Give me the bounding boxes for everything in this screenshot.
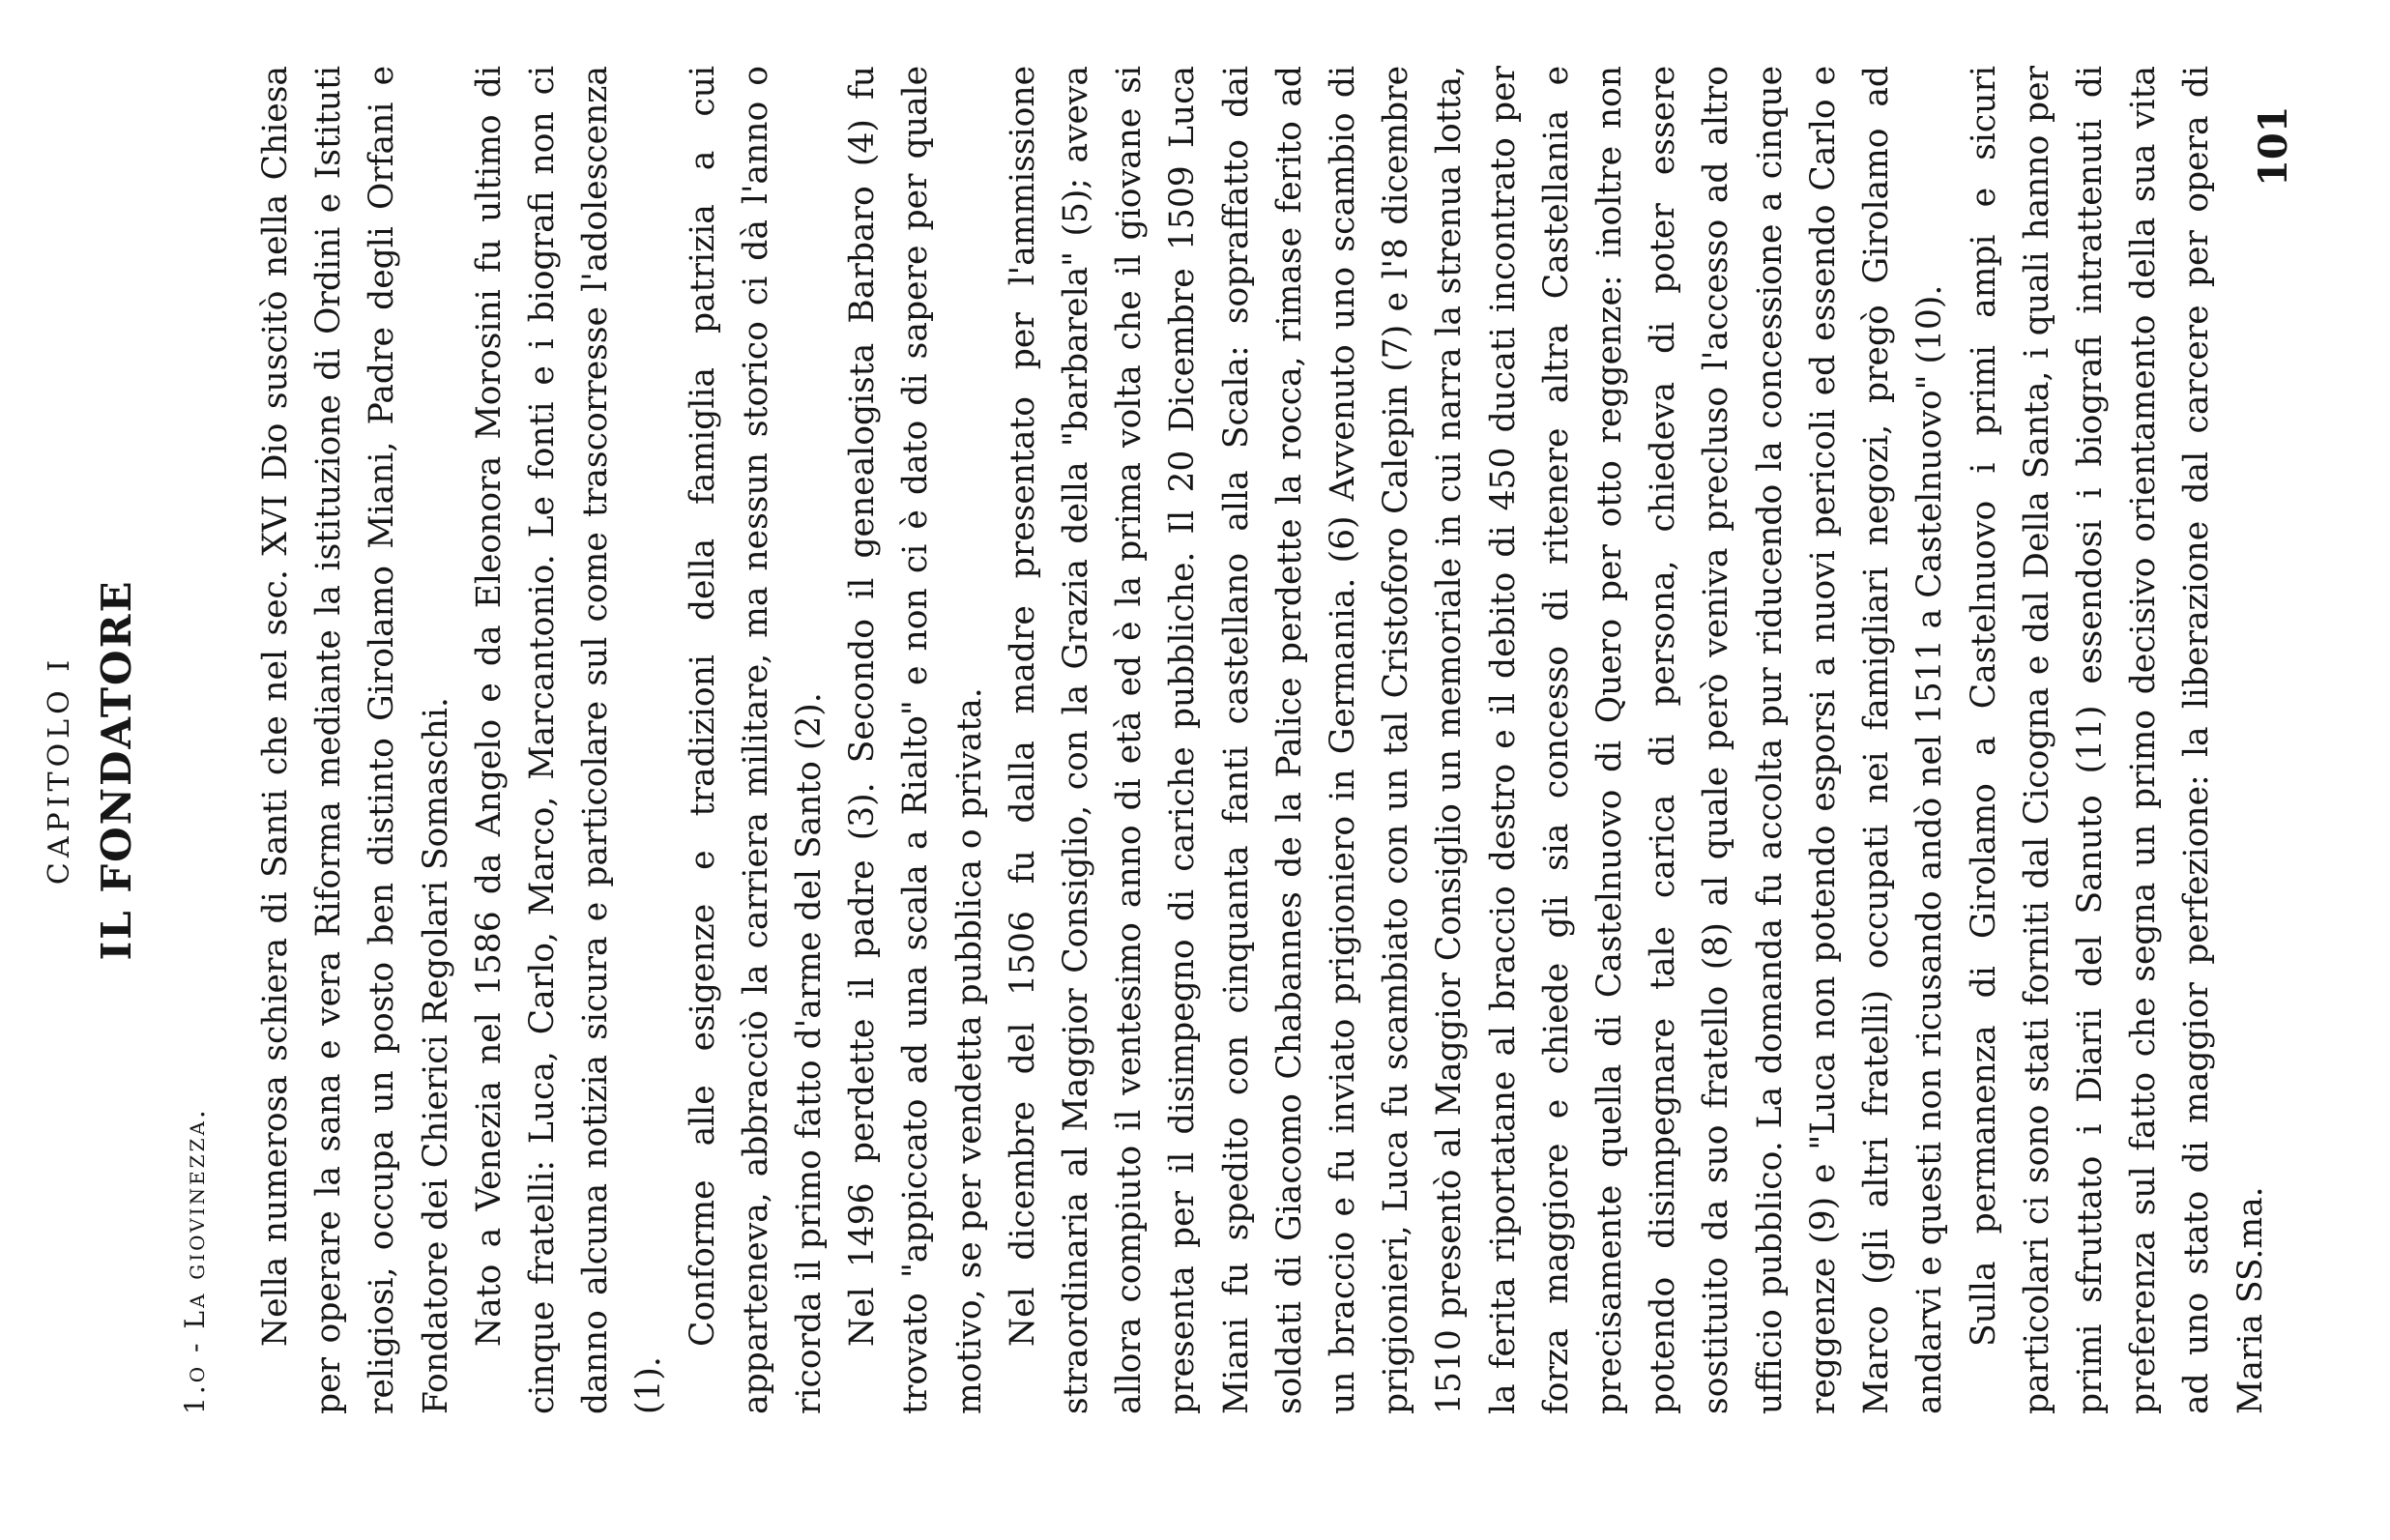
section-heading: 1.o - La giovinezza.	[179, 1107, 211, 1414]
chapter-label: CAPITOLO I	[43, 654, 76, 886]
paragraph-birth: Nato a Venezia nel 1586 da Angelo e da Eleonora Morosini fu ultimo di cinque fratelli: Luca, Carlo, Marco, Marcantonio. Le fonti e i biografi non ci danno alcuna notizia sicura e particolare sul come trascorresse l'adolescenza (1).	[469, 66, 669, 1414]
chapter-title: IL FONDATORE	[93, 579, 140, 961]
body-text	[249, 66, 2278, 1414]
paragraph-castelnuovo: Nel dicembre del 1506 fu dalla madre presentato per l'ammissione straordinaria al Maggior Consiglio, con la Grazia della "barbarela" (5); aveva allora compiuto il ventesimo anno di età ed è la prima volta che il giovane si presenta per il disimpegno di cariche pubbliche. Il 20 Dicembre 1509 Luca Miani fu spedito con cinquanta fanti castellano alla Scala: sopraffatto dai soldati di Giacomo Chabannes de la Palice perdette la rocca, rimase ferito ad un braccio e fu inviato prigioniero in Germania. (6) Avvenuto uno scambio di prigionieri, Luca fu scambiato con un tal Cristoforo Calepin (7) e l'8 dicembre 1510 presentò al Maggior Consiglio un memoriale in cui narra la strenua lotta, la ferita riportatane al braccio destro e il debito di 450 ducati incontrato per forza maggiore e chiede gli sia concesso di ritenere altra Castellania e precisamente quella di Castelnuovo di Quero per otto reggenze: inoltre non potendo disimpegnare tale carica di persona, chiedeva di poter essere sostituito da suo fratello (8) al quale però veniva precluso l'accesso ad altro ufficio pubblico. La domanda fu accolta pur riducendo la concessione a cinque reggenze (9) e "Luca non potendo esporsi a nuovi pericoli ed essendo Carlo e Marco (gli altri fratelli) occupati nei famigliari negozi, pregò Girolamo ad andarvi e questi non ricusando andò nel 1511 a Castelnuovo" (10).	[1003, 66, 1950, 1414]
paragraph-intro: Nella numerosa schiera di Santi che nel sec. XVI Dio suscitò nella Chiesa per operare la sana e vera Riforma mediante la istituzione di Ordini e Istituti religiosi, occupa un posto ben distinto Girolamo Miani, Padre degli Orfani e Fondatore dei Chierici Regolari Somaschi.	[256, 66, 455, 1414]
paragraph-military-career: Conforme alle esigenze e tradizioni della famiglia patrizia a cui apparteneva, abbracciò la carriera militare, ma nessun storico ci dà l'anno o ricorda il primo fatto d'arme del Santo (2).	[683, 66, 830, 1414]
page-number: 101	[2251, 105, 2296, 187]
paragraph-permanence: Sulla permanenza di Girolamo a Castelnuovo i primi ampi e sicuri particolari ci sono stati forniti dal Cicogna e dal Della Santa, i quali hanno per primi sfruttato i Diarii del Sanuto (11) essendosi i biografi intrattenuti di preferenza sul fatto che segna un primo decisivo orientamento della sua vita ad uno stato di maggior perfezione: la liberazione dal carcere per opera di Maria SS.ma.	[1964, 66, 2270, 1414]
paragraph-father-death: Nel 1496 perdette il padre (3). Secondo il genealogista Barbaro (4) fu trovato "appiccato ad una scala a Rialto" e non ci è dato di sapere per quale motivo, se per vendetta pubblica o privata.	[843, 66, 989, 1414]
